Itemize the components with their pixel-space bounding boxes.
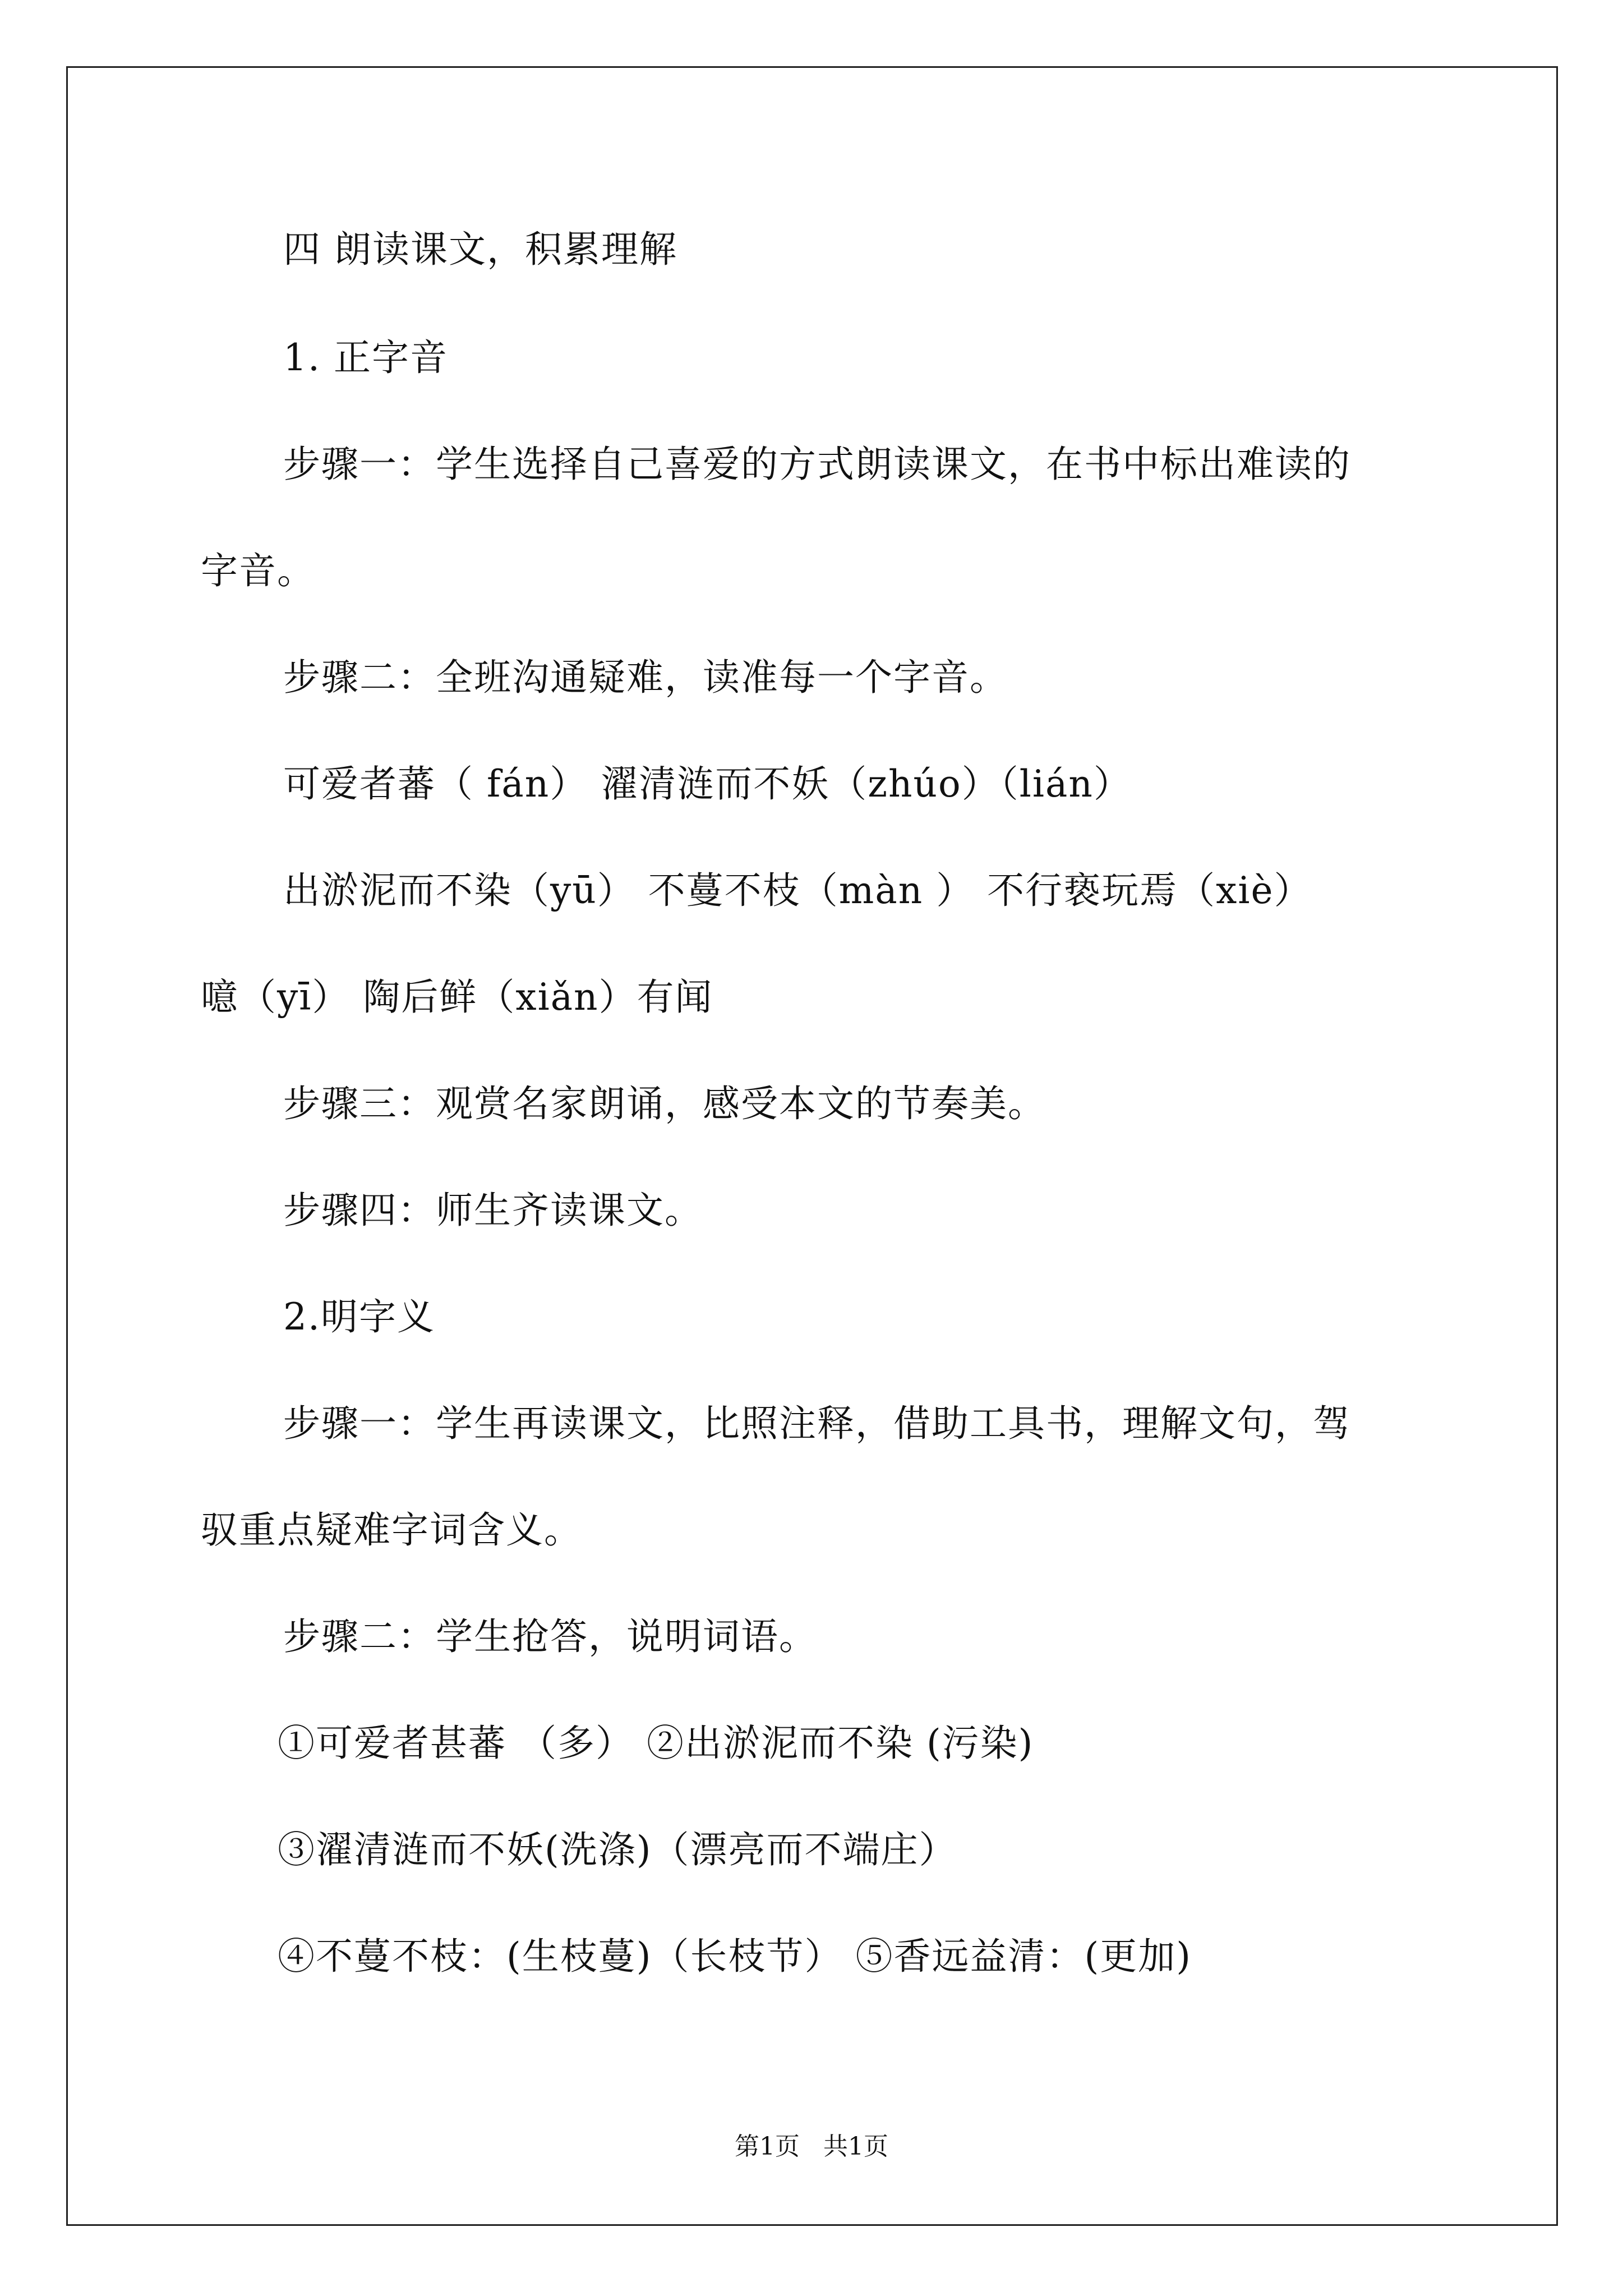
paragraph-line: 步骤二：学生抢答，说明词语。 [283, 1615, 817, 1658]
section-heading: 四 朗读课文，积累理解 [283, 228, 677, 271]
paragraph-line: 噫（yī） 陶后鲜（xiǎn）有闻 [201, 976, 713, 1019]
paragraph-line: 步骤三：观赏名家朗诵，感受本文的节奏美。 [283, 1082, 1046, 1125]
paragraph-line: 驭重点疑难字词含义。 [201, 1508, 582, 1552]
paragraph-line: 出淤泥而不染（yū） 不蔓不枝（màn ） 不行亵玩焉（xiè） [283, 869, 1312, 912]
paragraph-line: ①可爱者甚蕃 （多） ②出淤泥而不染 (污染) [278, 1722, 1034, 1765]
page-border [66, 66, 1558, 2226]
page-footer: 第1页 共1页 [735, 2132, 888, 2161]
paragraph-line: 步骤二：全班沟通疑难，读准每一个字音。 [283, 656, 1008, 699]
paragraph-line: 步骤一：学生再读课文，比照注释，借助工具书，理解文句，驾 [283, 1402, 1351, 1445]
paragraph-line: 字音。 [201, 549, 315, 592]
paragraph-line: ④不蔓不枝：(生枝蔓)（长枝节） ⑤香远益清：(更加) [278, 1935, 1192, 1978]
paragraph-line: 步骤一：学生选择自己喜爱的方式朗读课文，在书中标出难读的 [283, 443, 1351, 486]
paragraph-line: ③濯清涟而不妖(洗涤)（漂亮而不端庄） [278, 1828, 957, 1871]
paragraph-line: 步骤四：师生齐读课文。 [283, 1189, 703, 1232]
paragraph-line: 可爱者蕃（ fán） 濯清涟而不妖（zhúo）（lián） [283, 762, 1132, 806]
subheading-meaning: 2.明字义 [283, 1295, 435, 1338]
subheading-pronunciation: 1. 正字音 [283, 336, 448, 379]
